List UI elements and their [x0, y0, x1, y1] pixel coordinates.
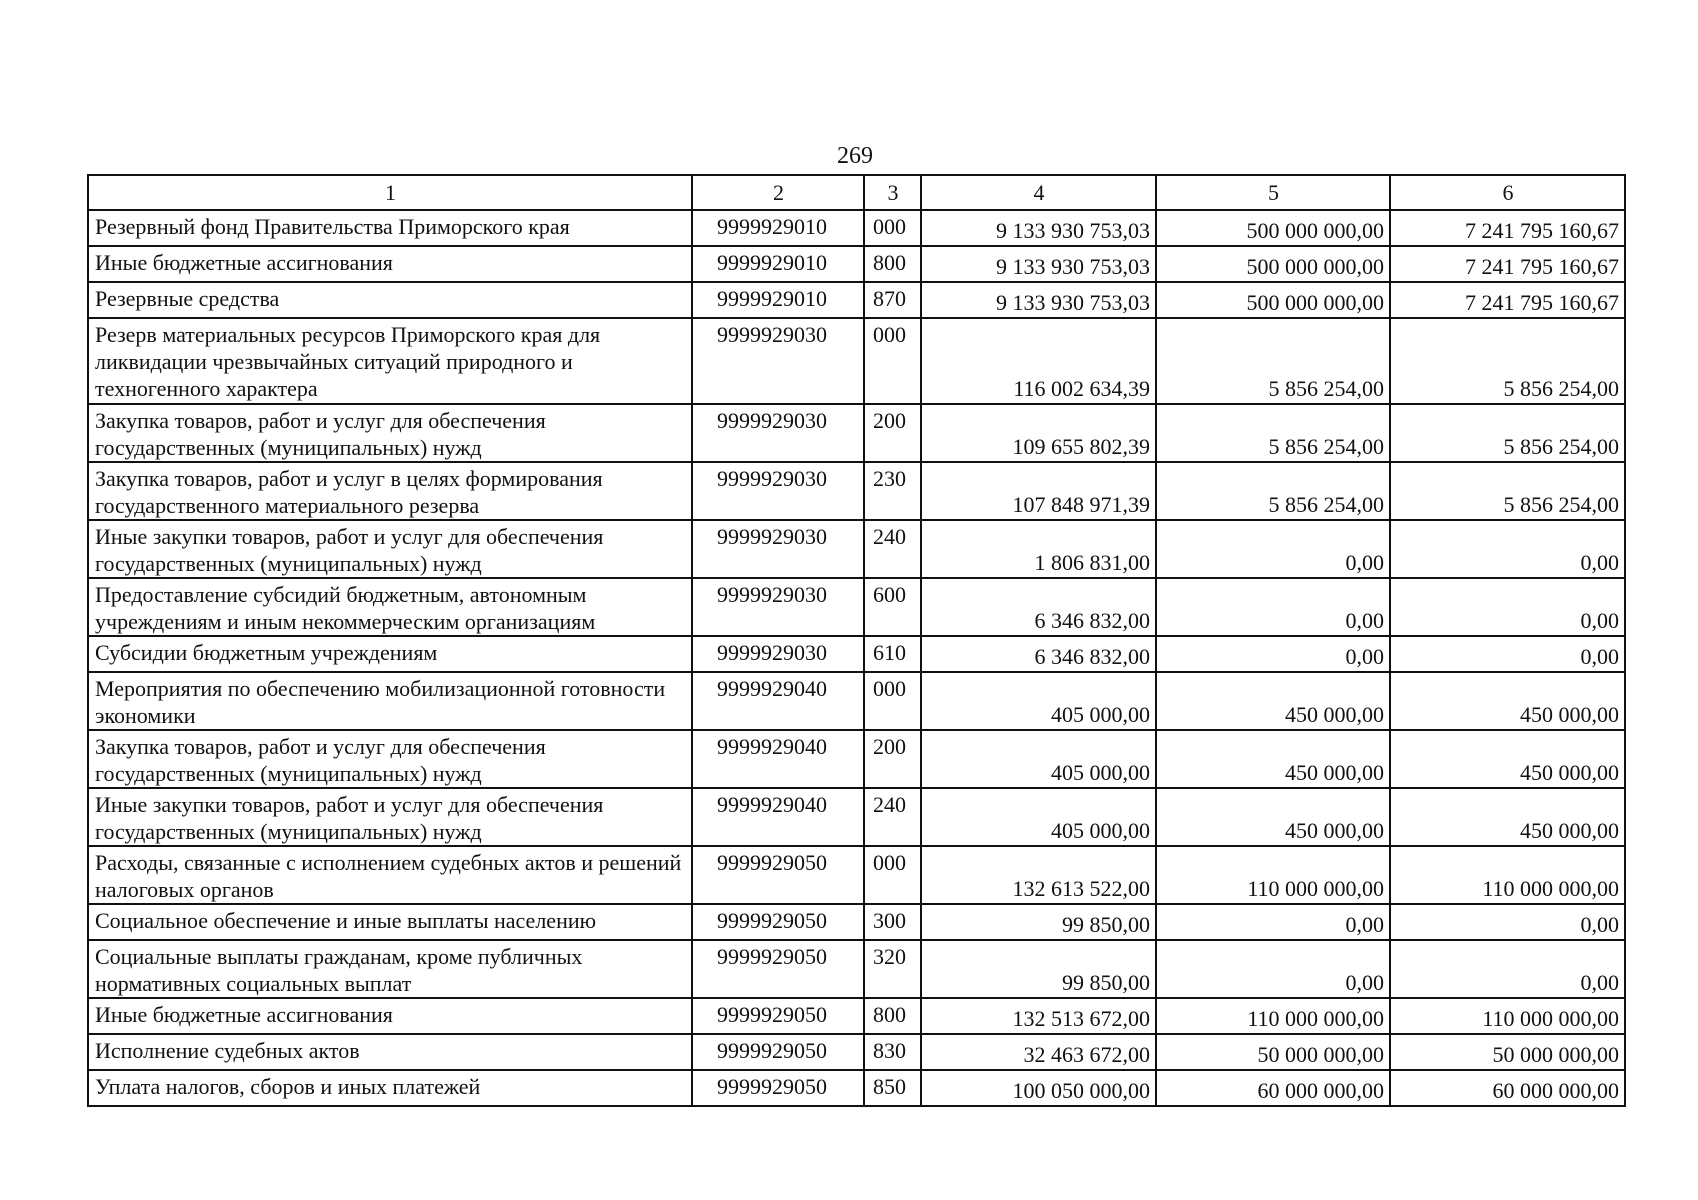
column-header: 1 [88, 175, 692, 210]
row-value-4: 99 850,00 [921, 904, 1156, 940]
row-value-4: 132 613 522,00 [921, 846, 1156, 904]
row-value-6: 5 856 254,00 [1390, 318, 1625, 404]
row-code: 9999929050 [692, 998, 864, 1034]
row-value-4: 109 655 802,39 [921, 404, 1156, 462]
row-name: Закупка товаров, работ и услуг в целях формирования государственного материального резерва [88, 462, 692, 520]
row-value-5: 500 000 000,00 [1156, 210, 1390, 246]
column-header: 2 [692, 175, 864, 210]
row-value-6: 0,00 [1390, 520, 1625, 578]
row-value-5: 0,00 [1156, 520, 1390, 578]
row-expense-type: 240 [864, 788, 921, 846]
row-name: Субсидии бюджетным учреждениям [88, 636, 692, 672]
row-value-6: 0,00 [1390, 578, 1625, 636]
row-expense-type: 230 [864, 462, 921, 520]
table-row [88, 788, 1625, 846]
row-code: 9999929030 [692, 404, 864, 462]
row-expense-type: 800 [864, 246, 921, 282]
table-row [88, 846, 1625, 904]
row-value-4: 9 133 930 753,03 [921, 282, 1156, 318]
table-row [88, 210, 1625, 246]
table-row [88, 904, 1625, 940]
row-value-4: 107 848 971,39 [921, 462, 1156, 520]
row-value-4: 9 133 930 753,03 [921, 246, 1156, 282]
row-name: Иные закупки товаров, работ и услуг для обеспечения государственных (муниципальных) нужд [88, 520, 692, 578]
row-code: 9999929030 [692, 318, 864, 404]
row-code: 9999929030 [692, 636, 864, 672]
table-row [88, 730, 1625, 788]
row-name: Мероприятия по обеспечению мобилизационной готовности экономики [88, 672, 692, 730]
row-name: Иные закупки товаров, работ и услуг для обеспечения государственных (муниципальных) нужд [88, 788, 692, 846]
row-value-5: 5 856 254,00 [1156, 462, 1390, 520]
column-header: 5 [1156, 175, 1390, 210]
row-value-6: 7 241 795 160,67 [1390, 282, 1625, 318]
row-expense-type: 200 [864, 730, 921, 788]
row-value-4: 132 513 672,00 [921, 998, 1156, 1034]
row-value-6: 5 856 254,00 [1390, 462, 1625, 520]
row-value-4: 6 346 832,00 [921, 578, 1156, 636]
table-row [88, 246, 1625, 282]
row-name: Иные бюджетные ассигнования [88, 246, 692, 282]
row-value-5: 110 000 000,00 [1156, 846, 1390, 904]
row-expense-type: 000 [864, 846, 921, 904]
row-value-4: 1 806 831,00 [921, 520, 1156, 578]
row-name: Резерв материальных ресурсов Приморского края для ликвидации чрезвычайных ситуаций природного и техногенного характера [88, 318, 692, 404]
table-row [88, 462, 1625, 520]
row-value-4: 405 000,00 [921, 788, 1156, 846]
row-value-5: 500 000 000,00 [1156, 282, 1390, 318]
column-header: 4 [921, 175, 1156, 210]
table-row [88, 318, 1625, 404]
row-name: Предоставление субсидий бюджетным, автономным учреждениям и иным некоммерческим организациям [88, 578, 692, 636]
row-value-5: 0,00 [1156, 636, 1390, 672]
row-value-5: 5 856 254,00 [1156, 318, 1390, 404]
row-expense-type: 300 [864, 904, 921, 940]
row-name: Резервные средства [88, 282, 692, 318]
table-header-row [88, 175, 1625, 210]
row-expense-type: 000 [864, 210, 921, 246]
row-code: 9999929030 [692, 520, 864, 578]
row-value-6: 60 000 000,00 [1390, 1070, 1625, 1106]
table-row [88, 1034, 1625, 1070]
row-value-6: 450 000,00 [1390, 730, 1625, 788]
row-value-5: 450 000,00 [1156, 788, 1390, 846]
row-code: 9999929030 [692, 578, 864, 636]
row-code: 9999929010 [692, 282, 864, 318]
column-header: 3 [864, 175, 921, 210]
row-code: 9999929050 [692, 904, 864, 940]
row-value-5: 110 000 000,00 [1156, 998, 1390, 1034]
row-value-5: 0,00 [1156, 940, 1390, 998]
row-expense-type: 000 [864, 318, 921, 404]
row-value-6: 110 000 000,00 [1390, 846, 1625, 904]
row-expense-type: 320 [864, 940, 921, 998]
row-expense-type: 240 [864, 520, 921, 578]
row-value-5: 50 000 000,00 [1156, 1034, 1390, 1070]
row-value-4: 32 463 672,00 [921, 1034, 1156, 1070]
row-value-6: 0,00 [1390, 636, 1625, 672]
row-expense-type: 850 [864, 1070, 921, 1106]
row-value-6: 50 000 000,00 [1390, 1034, 1625, 1070]
row-expense-type: 600 [864, 578, 921, 636]
row-name: Исполнение судебных актов [88, 1034, 692, 1070]
row-value-5: 5 856 254,00 [1156, 404, 1390, 462]
row-value-6: 0,00 [1390, 904, 1625, 940]
row-value-6: 5 856 254,00 [1390, 404, 1625, 462]
budget-table [87, 174, 1626, 1107]
row-value-4: 6 346 832,00 [921, 636, 1156, 672]
row-expense-type: 800 [864, 998, 921, 1034]
row-name: Социальное обеспечение и иные выплаты населению [88, 904, 692, 940]
row-code: 9999929010 [692, 210, 864, 246]
row-value-4: 116 002 634,39 [921, 318, 1156, 404]
row-value-5: 500 000 000,00 [1156, 246, 1390, 282]
row-code: 9999929010 [692, 246, 864, 282]
row-value-5: 0,00 [1156, 578, 1390, 636]
row-code: 9999929050 [692, 1034, 864, 1070]
row-name: Закупка товаров, работ и услуг для обеспечения государственных (муниципальных) нужд [88, 404, 692, 462]
row-expense-type: 870 [864, 282, 921, 318]
table-row [88, 998, 1625, 1034]
row-code: 9999929030 [692, 462, 864, 520]
row-name: Уплата налогов, сборов и иных платежей [88, 1070, 692, 1106]
row-value-6: 110 000 000,00 [1390, 998, 1625, 1034]
row-name: Иные бюджетные ассигнования [88, 998, 692, 1034]
column-header: 6 [1390, 175, 1625, 210]
row-value-5: 450 000,00 [1156, 730, 1390, 788]
table-row [88, 282, 1625, 318]
row-expense-type: 610 [864, 636, 921, 672]
row-expense-type: 200 [864, 404, 921, 462]
row-name: Резервный фонд Правительства Приморского края [88, 210, 692, 246]
row-value-4: 9 133 930 753,03 [921, 210, 1156, 246]
row-name: Социальные выплаты гражданам, кроме публичных нормативных социальных выплат [88, 940, 692, 998]
row-value-4: 99 850,00 [921, 940, 1156, 998]
row-value-6: 0,00 [1390, 940, 1625, 998]
row-value-6: 7 241 795 160,67 [1390, 210, 1625, 246]
row-code: 9999929040 [692, 730, 864, 788]
row-name: Расходы, связанные с исполнением судебных актов и решений налоговых органов [88, 846, 692, 904]
row-code: 9999929040 [692, 788, 864, 846]
row-value-6: 7 241 795 160,67 [1390, 246, 1625, 282]
row-value-6: 450 000,00 [1390, 672, 1625, 730]
table-row [88, 520, 1625, 578]
table-row [88, 672, 1625, 730]
row-expense-type: 830 [864, 1034, 921, 1070]
row-code: 9999929050 [692, 846, 864, 904]
page-number: 269 [837, 143, 873, 169]
row-code: 9999929050 [692, 1070, 864, 1106]
table-row [88, 404, 1625, 462]
row-value-4: 405 000,00 [921, 672, 1156, 730]
row-value-4: 405 000,00 [921, 730, 1156, 788]
row-expense-type: 000 [864, 672, 921, 730]
table-row [88, 940, 1625, 998]
row-value-5: 0,00 [1156, 904, 1390, 940]
row-value-5: 450 000,00 [1156, 672, 1390, 730]
row-value-6: 450 000,00 [1390, 788, 1625, 846]
table-row [88, 578, 1625, 636]
table-row [88, 1070, 1625, 1106]
row-name: Закупка товаров, работ и услуг для обеспечения государственных (муниципальных) нужд [88, 730, 692, 788]
table-row [88, 636, 1625, 672]
row-code: 9999929050 [692, 940, 864, 998]
row-value-4: 100 050 000,00 [921, 1070, 1156, 1106]
row-value-5: 60 000 000,00 [1156, 1070, 1390, 1106]
row-code: 9999929040 [692, 672, 864, 730]
